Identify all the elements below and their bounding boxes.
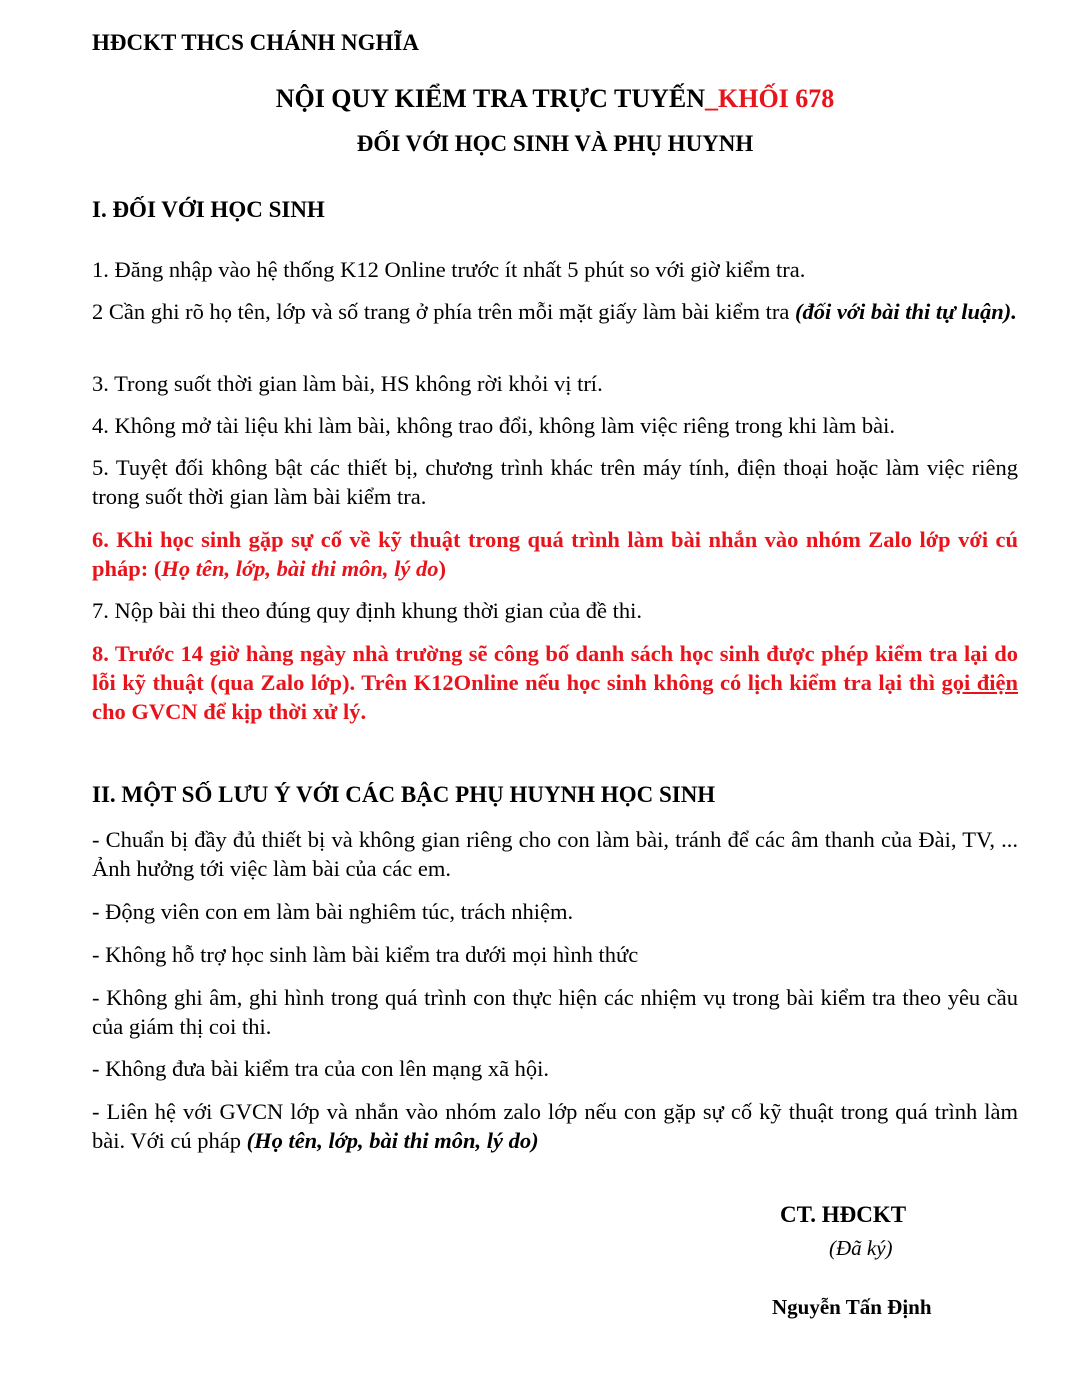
- student-rule-8: [92, 639, 1018, 726]
- student-rule-6-emphasis: Họ tên, lớp, bài thi môn, lý do: [161, 556, 439, 581]
- signer-name: Nguyễn Tấn Định: [772, 1295, 932, 1319]
- parent-note-4: - Không ghi âm, ghi hình trong quá trình con thực hiện các nhiệm vụ trong bài kiểm tra theo yêu cầu của giám thị coi thi.: [92, 985, 1018, 1039]
- student-rule-6: [92, 525, 1018, 583]
- parent-note-1: - Chuẩn bị đầy đủ thiết bị và không gian riêng cho con làm bài, tránh để các âm thanh của Đài, TV, ... Ảnh hưởng tới việc làm bài của các em.: [92, 827, 1018, 881]
- organization-name: HĐCKT THCS CHÁNH NGHĨA: [92, 30, 419, 55]
- student-rule-3: 3. Trong suốt thời gian làm bài, HS không rời khỏi vị trí.: [92, 371, 603, 396]
- student-rule-6-tail: ): [438, 556, 447, 581]
- student-rule-4: 4. Không mở tài liệu khi làm bài, không trao đổi, không làm việc riêng trong khi làm bài.: [92, 413, 896, 438]
- document-title: [0, 84, 1082, 114]
- title-accent: _KHỐI 678: [705, 84, 835, 113]
- parent-note-6-emphasis: (Họ tên, lớp, bài thi môn, lý do): [246, 1128, 539, 1153]
- signature-note: (Đã ký): [829, 1236, 893, 1260]
- student-rule-2-emphasis: (đối với bài thi tự luận).: [795, 299, 1017, 324]
- student-rule-8-underlined: gọi điện: [941, 670, 1018, 695]
- student-rule-8-text: 8. Trước 14 giờ hàng ngày nhà trường sẽ công bố danh sách học sinh được phép kiểm tra lại do lỗi kỹ thuật (qua Zalo lớp). Trên K12Online nếu học sinh không có lịch kiểm tra lại thì: [92, 641, 1018, 695]
- parent-note-2: - Động viên con em làm bài nghiêm túc, trách nhiệm.: [92, 899, 574, 924]
- title-main: NỘI QUY KIỂM TRA TRỰC TUYẾN: [275, 84, 705, 113]
- section-heading-students: I. ĐỐI VỚI HỌC SINH: [92, 197, 325, 222]
- document-subtitle: ĐỐI VỚI HỌC SINH VÀ PHỤ HUYNH: [356, 131, 754, 156]
- parent-note-5: - Không đưa bài kiểm tra của con lên mạng xã hội.: [92, 1056, 550, 1081]
- student-rule-1: 1. Đăng nhập vào hệ thống K12 Online trước ít nhất 5 phút so với giờ kiểm tra.: [92, 257, 806, 282]
- parent-note-6-text: - Liên hệ với GVCN lớp và nhắn vào nhóm zalo lớp nếu con gặp sự cố kỹ thuật trong quá trình làm bài. Với cú pháp: [92, 1099, 1018, 1153]
- student-rule-8-tail: cho GVCN để kịp thời xử lý.: [92, 699, 367, 724]
- parent-note-3: - Không hỗ trợ học sinh làm bài kiểm tra dưới mọi hình thức: [92, 942, 639, 967]
- signature-title: CT. HĐCKT: [780, 1202, 907, 1227]
- student-rule-2-text: 2 Cần ghi rõ họ tên, lớp và số trang ở phía trên mỗi mặt giấy làm bài kiểm tra: [92, 299, 796, 324]
- student-rule-7: 7. Nộp bài thi theo đúng quy định khung thời gian của đề thi.: [92, 598, 642, 623]
- student-rule-2: [92, 297, 1018, 326]
- parent-note-6: [92, 1097, 1018, 1155]
- student-rule-6-text: 6. Khi học sinh gặp sự cố về kỹ thuật trong quá trình làm bài nhắn vào nhóm Zalo lớp với cú pháp: (: [92, 527, 1018, 581]
- section-heading-parents: II. MỘT SỐ LƯU Ý VỚI CÁC BẬC PHỤ HUYNH HỌC SINH: [92, 782, 716, 807]
- student-rule-5: 5. Tuyệt đối không bật các thiết bị, chương trình khác trên máy tính, điện thoại hoặc làm việc riêng trong suốt thời gian làm bài kiểm tra.: [92, 455, 1018, 509]
